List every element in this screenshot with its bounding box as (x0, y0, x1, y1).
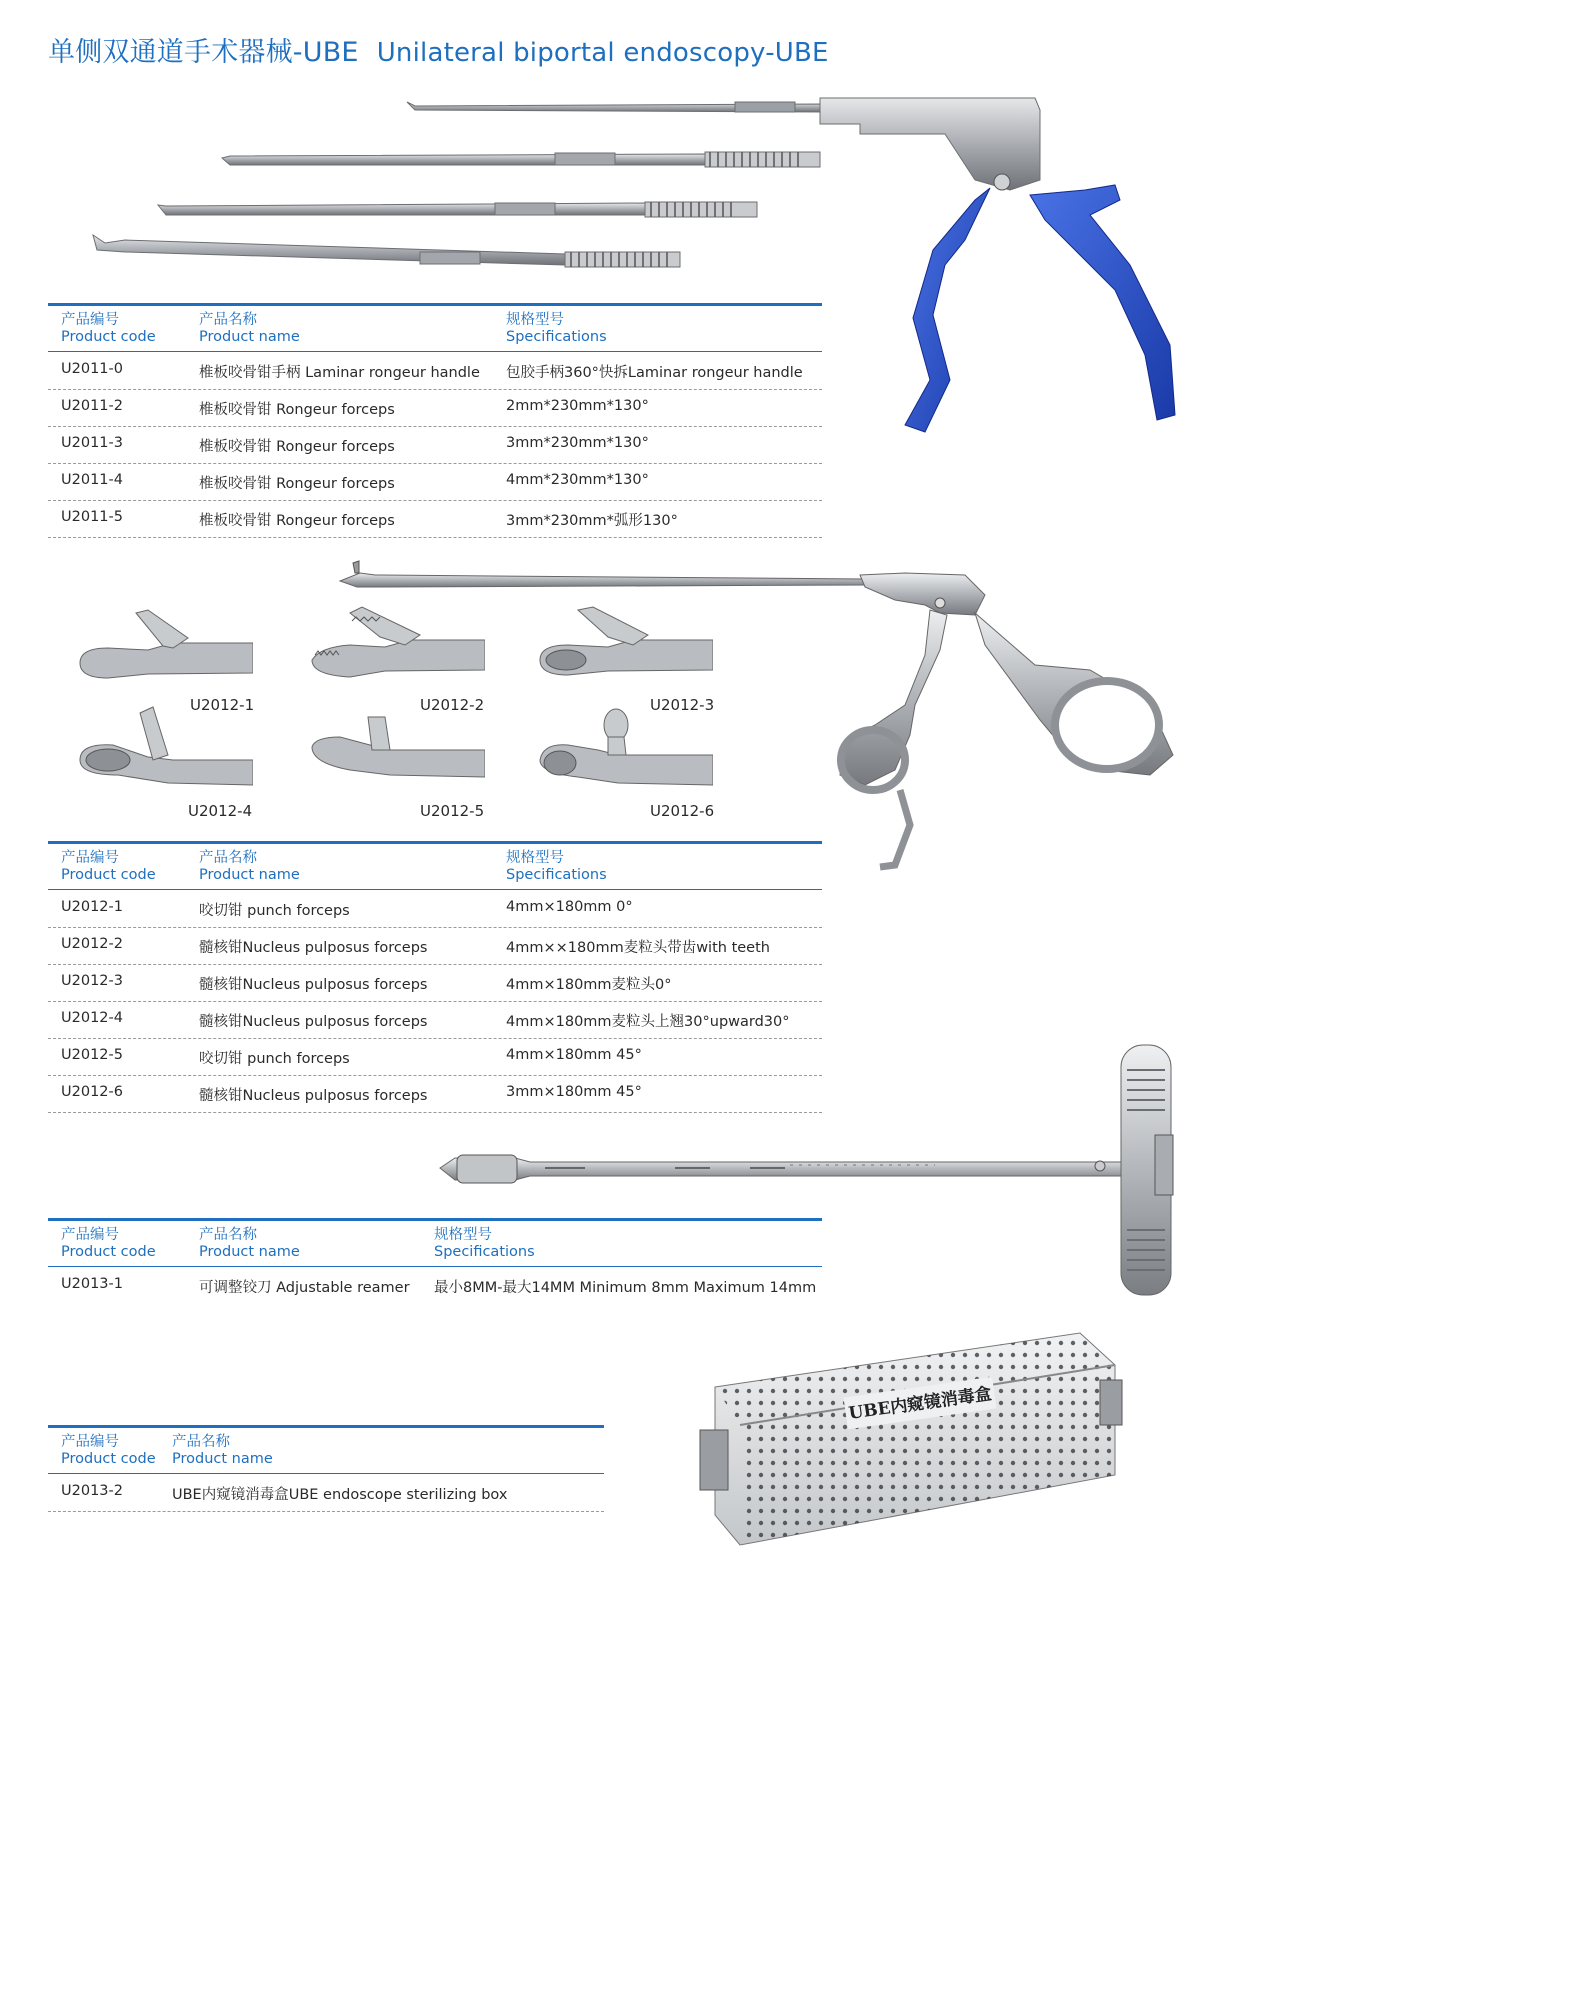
cell-name: 可调整铰刀 Adjustable reamer (199, 1280, 410, 1296)
cell-code: U2012-5 (61, 1047, 123, 1063)
cell-name: 椎板咬骨钳 Rongeur forceps (199, 513, 395, 529)
table-row (48, 1001, 822, 1039)
cell-spec: 3mm*230mm*弧形130° (506, 513, 678, 529)
tip-label: U2012-6 (650, 802, 715, 820)
header-name: 产品名称 Product name (199, 312, 300, 345)
tip-label: U2012-2 (420, 696, 485, 714)
tip-u2012-2 (310, 605, 485, 685)
tip-label: U2012-4 (188, 802, 253, 820)
cell-name: 咬切钳 punch forceps (199, 1051, 350, 1067)
cell-code: U2011-5 (61, 509, 123, 525)
cell-name: 髓核钳Nucleus pulposus forceps (199, 1088, 428, 1104)
cell-spec: 4mm××180mm麦粒头带齿with teeth (506, 940, 770, 956)
cell-code: U2013-2 (61, 1483, 123, 1499)
table-header (48, 1218, 822, 1267)
cell-name: 咬切钳 punch forceps (199, 903, 350, 919)
cell-name: 椎板咬骨钳手柄 Laminar rongeur handle (199, 365, 480, 381)
header-name: 产品名称 Product name (199, 850, 300, 883)
cell-spec: 包胶手柄360°快拆Laminar rongeur handle (506, 365, 803, 381)
tip-u2012-6 (538, 705, 713, 790)
cell-code: U2013-1 (61, 1276, 123, 1292)
table-row (48, 964, 822, 1002)
cell-spec: 4mm*230mm*130° (506, 472, 649, 488)
header-spec: 规格型号 Specifications (434, 1227, 535, 1260)
tip-label: U2012-5 (420, 802, 485, 820)
tip-label: U2012-1 (190, 696, 255, 714)
table-row (48, 500, 822, 538)
cell-spec: 4mm×180mm 45° (506, 1047, 642, 1063)
cell-name: UBE内窥镜消毒盒UBE endoscope sterilizing box (172, 1487, 508, 1503)
cell-spec: 4mm×180mm麦粒头上翘30°upward30° (506, 1014, 790, 1030)
cell-spec: 2mm*230mm*130° (506, 398, 649, 414)
tip-u2012-4 (78, 705, 253, 790)
box-label: UBE内窥镜消毒盒 (847, 1384, 993, 1424)
cell-code: U2012-6 (61, 1084, 123, 1100)
title-en: Unilateral biportal endoscopy-UBE (376, 38, 829, 68)
table-row (48, 389, 822, 427)
table-row (48, 463, 822, 501)
table-row (48, 927, 822, 965)
sterilizing-box-table (48, 1425, 604, 1513)
table-header (48, 303, 822, 352)
cell-name: 髓核钳Nucleus pulposus forceps (199, 940, 428, 956)
table-row (48, 890, 822, 928)
header-spec: 规格型号 Specifications (506, 850, 607, 883)
cell-name: 椎板咬骨钳 Rongeur forceps (199, 439, 395, 455)
table-header (48, 841, 822, 890)
header-code: 产品编号 Product code (61, 850, 156, 883)
table-row (48, 352, 822, 390)
cell-spec: 3mm×180mm 45° (506, 1084, 642, 1100)
table-header (48, 1425, 604, 1474)
tip-u2012-5 (310, 715, 485, 785)
header-code: 产品编号 Product code (61, 1227, 156, 1260)
cell-name: 椎板咬骨钳 Rongeur forceps (199, 402, 395, 418)
tip-u2012-1 (78, 608, 253, 688)
cell-code: U2011-0 (61, 361, 123, 377)
header-name: 产品名称 Product name (172, 1434, 273, 1467)
cell-code: U2012-2 (61, 936, 123, 952)
cell-name: 髓核钳Nucleus pulposus forceps (199, 1014, 428, 1030)
title-cn: 单侧双通道手术器械-UBE (48, 37, 359, 68)
cell-name: 髓核钳Nucleus pulposus forceps (199, 977, 428, 993)
rongeur-table (48, 303, 822, 538)
cell-spec: 4mm×180mm 0° (506, 899, 633, 915)
cell-spec: 最小8MM-最大14MM Minimum 8mm Maximum 14mm (434, 1280, 817, 1296)
cell-name: 椎板咬骨钳 Rongeur forceps (199, 476, 395, 492)
cell-code: U2011-3 (61, 435, 123, 451)
cell-code: U2011-2 (61, 398, 123, 414)
cell-spec: 4mm×180mm麦粒头0° (506, 977, 672, 993)
reamer-table (48, 1218, 822, 1308)
tip-u2012-3 (538, 605, 713, 685)
table-row (48, 426, 822, 464)
cell-code: U2011-4 (61, 472, 123, 488)
cell-code: U2012-3 (61, 973, 123, 989)
header-name: 产品名称 Product name (199, 1227, 300, 1260)
header-code: 产品编号 Product code (61, 1434, 156, 1467)
cell-code: U2012-1 (61, 899, 123, 915)
table-row (48, 1267, 822, 1304)
table-row (48, 1474, 604, 1512)
cell-spec: 3mm*230mm*130° (506, 435, 649, 451)
page-title (48, 30, 829, 69)
header-code: 产品编号 Product code (61, 312, 156, 345)
tip-label: U2012-3 (650, 696, 715, 714)
sterilizing-box-image (695, 1325, 1130, 1560)
header-spec: 规格型号 Specifications (506, 312, 607, 345)
cell-code: U2012-4 (61, 1010, 123, 1026)
